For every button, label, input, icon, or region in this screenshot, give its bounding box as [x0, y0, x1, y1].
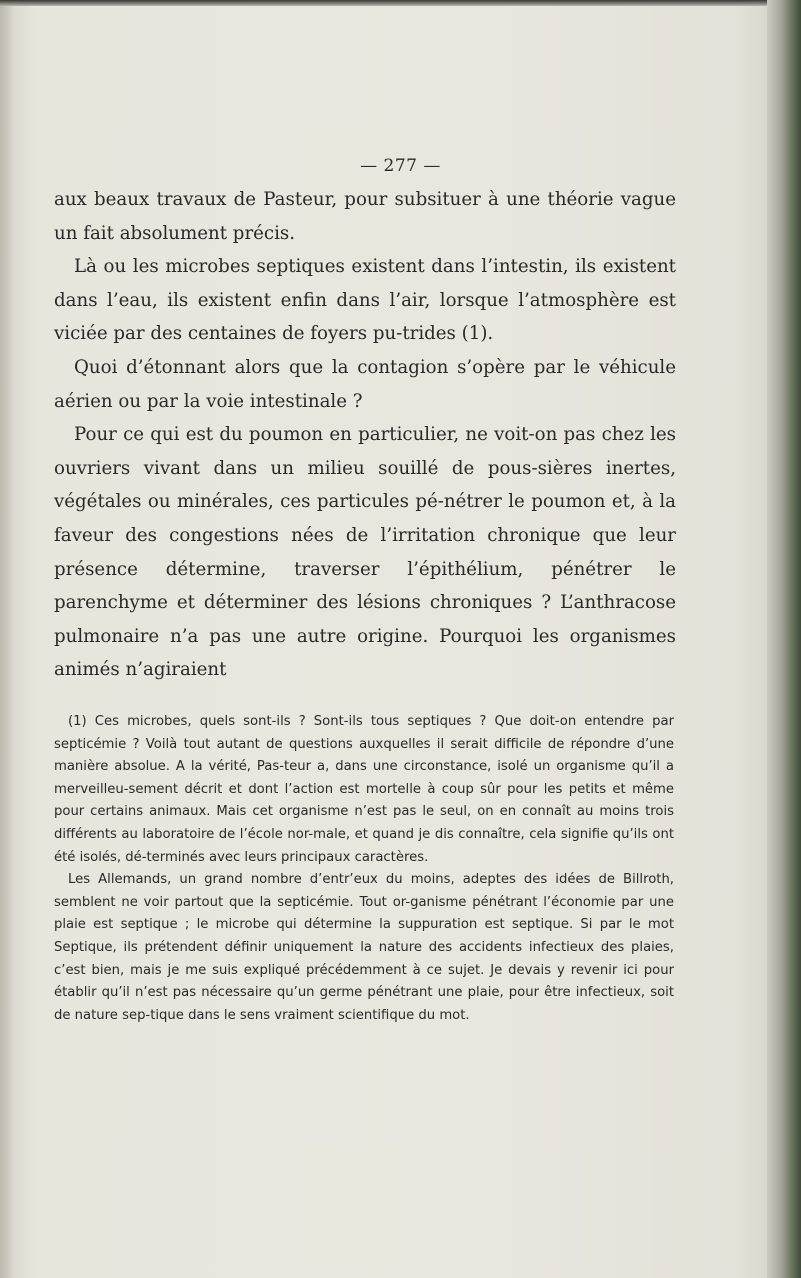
- paragraph: aux beaux travaux de Pasteur, pour subsituer à une théorie vague un fait absolument précis.: [54, 189, 676, 244]
- main-text: [54, 183, 676, 687]
- paragraph: Là ou les microbes septiques existent dans l’intestin, ils existent dans l’eau, ils existent enfin dans l’air, lorsque l’atmosphère est viciée par des centaines de foyers pu-trides (1).: [54, 256, 676, 345]
- paragraph: Pour ce qui est du poumon en particulier, ne voit-on pas chez les ouvriers vivant dans un milieu souillé de pous-sières inertes, végétales ou minérales, ces particules pé-nétrer le poumon et, à la faveur des congestions nées de l’irritation chronique que leur présence détermine, traverser l’épithélium, pénétrer le parenchyme et déterminer des lésions chroniques ? L’anthracose pulmonaire n’a pas une autre origine. Pourquoi les organismes animés n’agiraient: [54, 424, 676, 681]
- page-gutter-shadow: [0, 0, 14, 1278]
- page-number: — 277 —: [360, 156, 441, 176]
- footnotes: [54, 711, 674, 1027]
- page-top-edge: [0, 0, 801, 6]
- paragraph: Quoi d’étonnant alors que la contagion s’opère par le véhicule aérien ou par la voie intestinale ?: [54, 356, 676, 412]
- footnote-paragraph: (1) Ces microbes, quels sont-ils ? Sont-ils tous septiques ? Que doit-on entendre par septicémie ? Voilà tout autant de questions auxquelles il serait difficile de répondre d’une manière absolue. A la vérité, Pas-teur a, dans une circonstance, isolé un organisme qu’il a merveilleu-sement décrit et dont l’action est mortelle à coup sûr pour les petits et même pour certains animaux. Mais cet organisme n’est pas le seul, on en connaît au moins trois différents au laboratoire de l’école nor-male, et quand je dis connaître, cela signifie qu’ils ont été isolés, dé-terminés avec leurs principaux caractères.: [54, 714, 674, 865]
- footnote-paragraph: Les Allemands, un grand nombre d’entr’eux du moins, adeptes des idées de Billroth, semblent ne voir partout que la septicémie. Tout or-ganisme pénétrant l’économie par une plaie est septique ; le microbe qui détermine la suppuration est septique. Si par le mot Septique, ils prétendent définir uniquement la nature des accidents infectieux des plaies, c’est bien, mais je me suis expliqué précédemment à ce sujet. Je devais y revenir ici pour établir qu’il n’est pas nécessaire qu’un germe pénétrant une plaie, pour être infectieux, soit de nature sep-tique dans le sens vraiment scientifique du mot.: [54, 872, 674, 1023]
- page-right-edge: [767, 0, 801, 1278]
